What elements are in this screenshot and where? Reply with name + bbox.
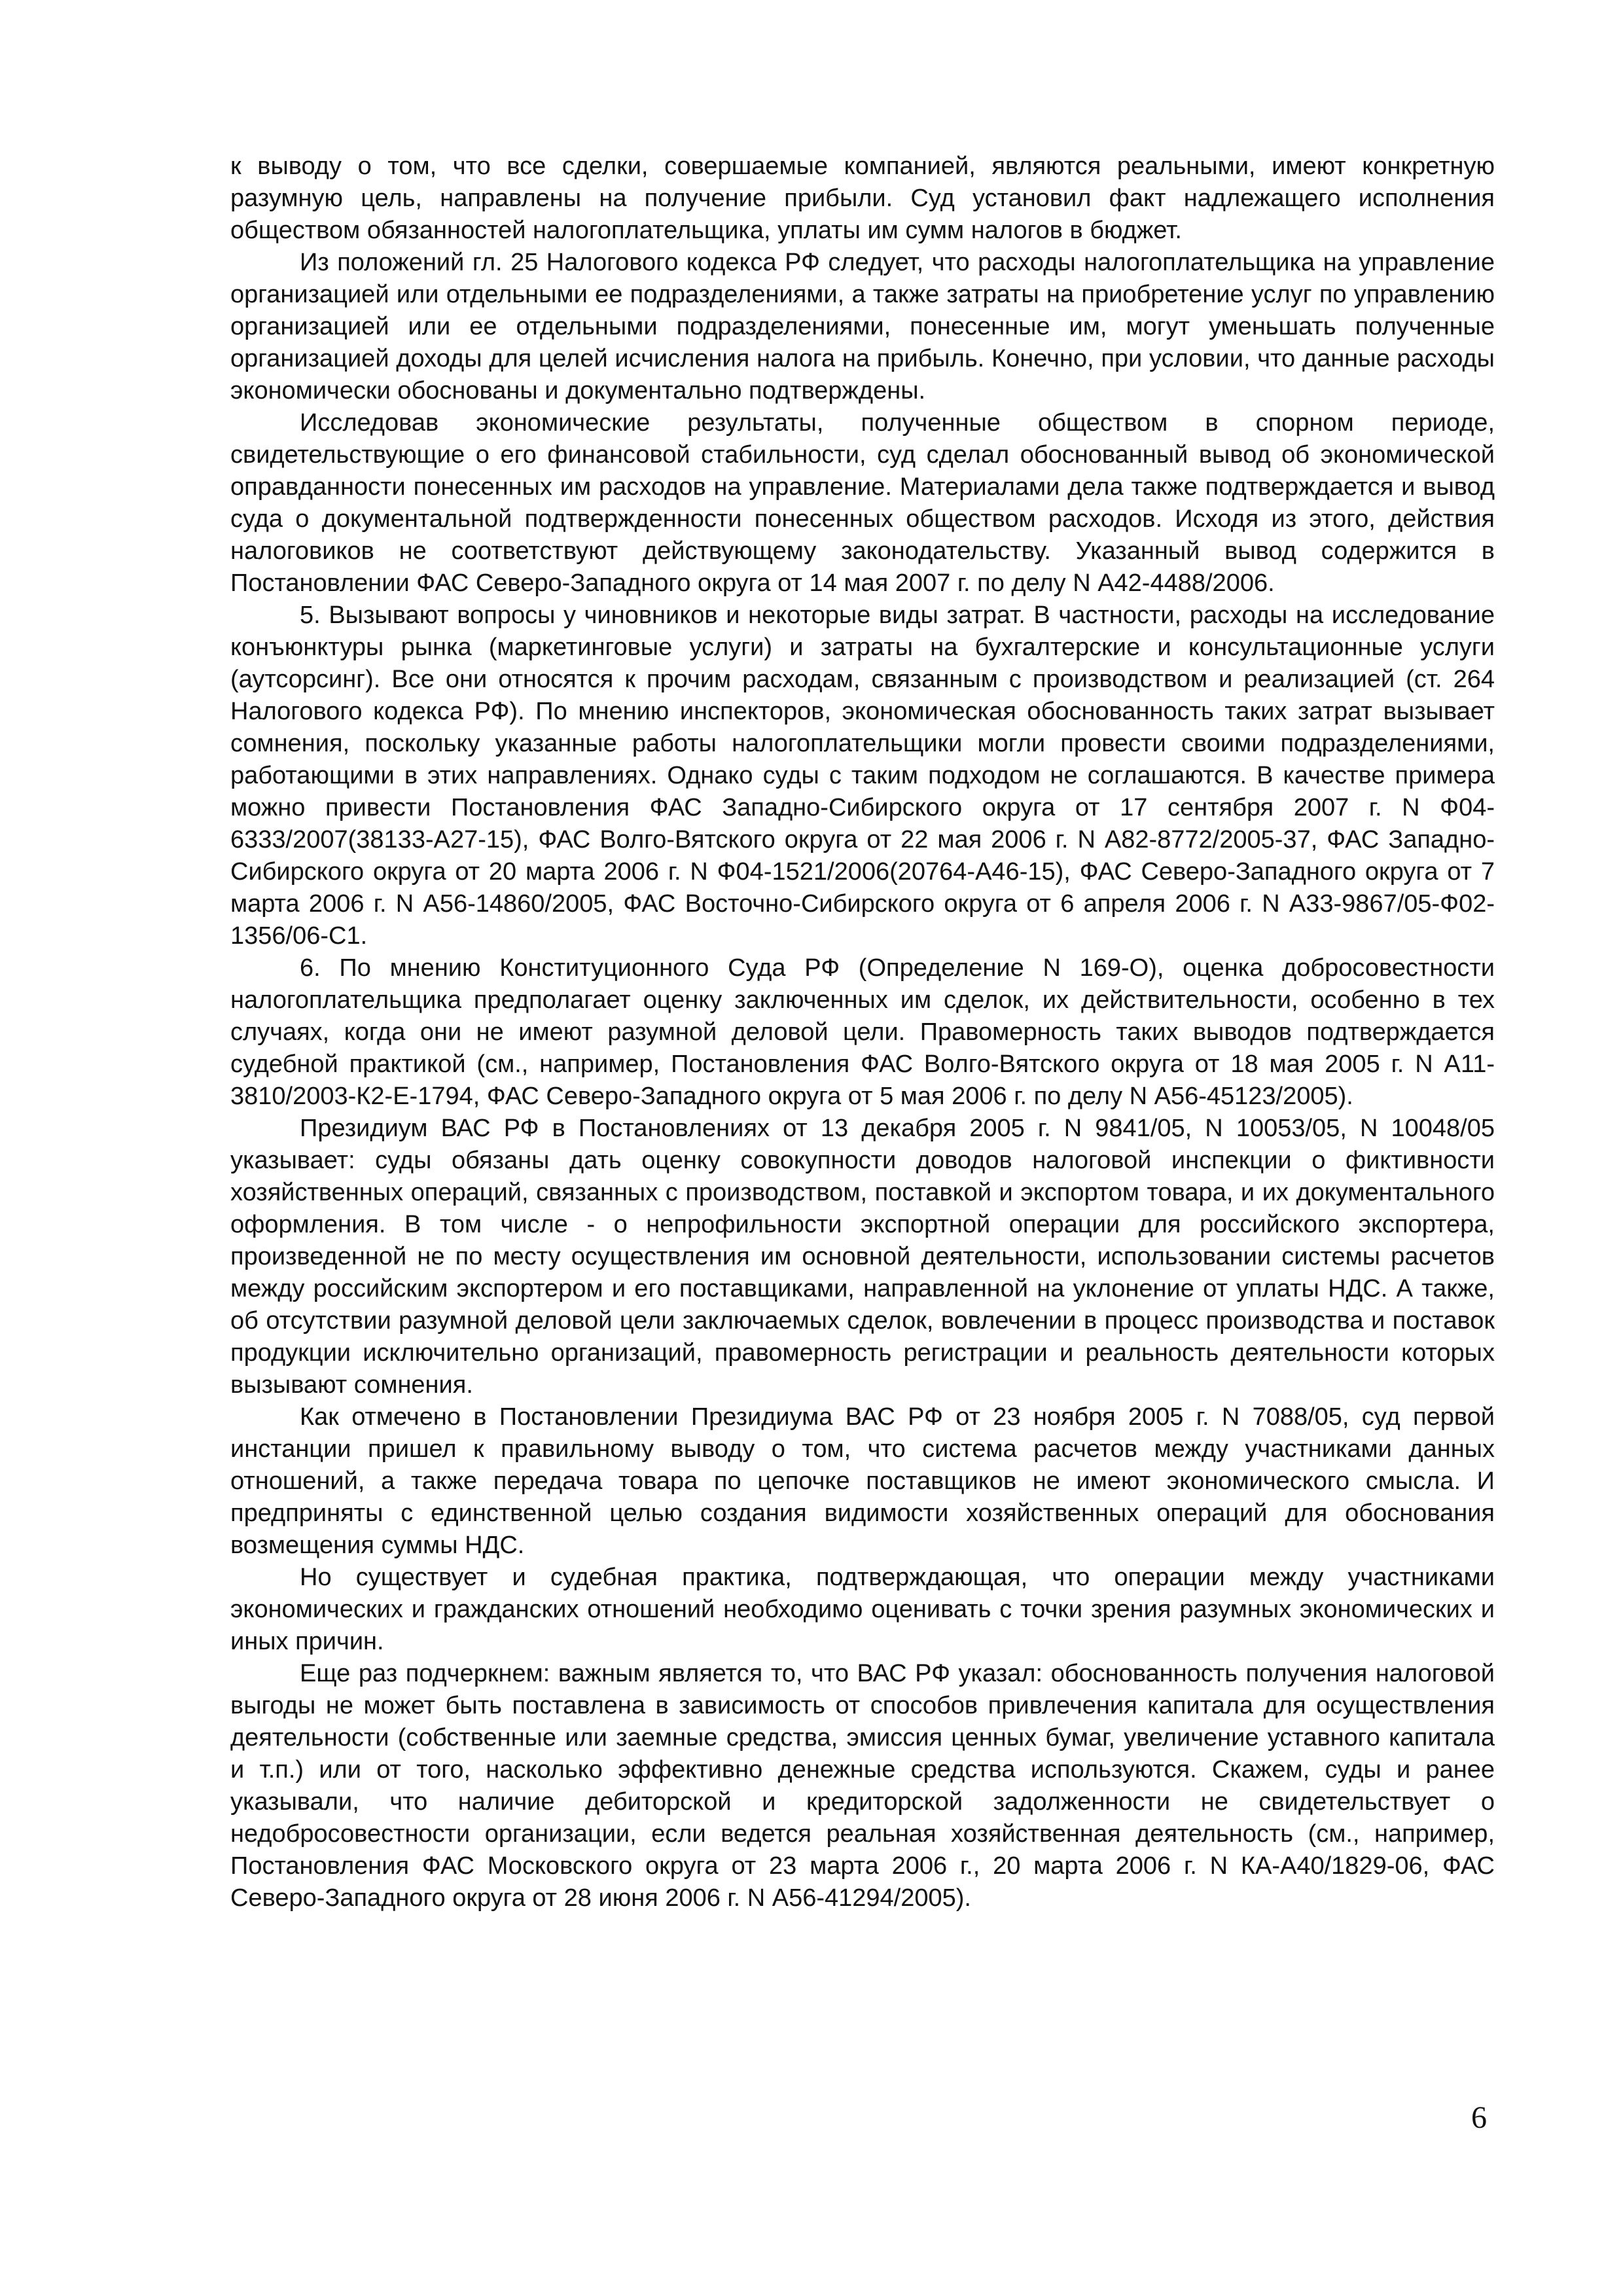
- document-body: [230, 151, 1495, 1914]
- paragraph: Как отмечено в Постановлении Президиума ВАС РФ от 23 ноября 2005 г. N 7088/05, суд первой инстанции пришел к правильному выводу о том, что система расчетов между участниками данных отношений, а также передача товара по цепочке поставщиков не имеют экономического смысла. И предприняты с единственной целью создания видимости хозяйственных операций для обоснования возмещения суммы НДС.: [230, 1403, 1495, 1559]
- paragraph: Исследовав экономические результаты, полученные обществом в спорном периоде, свидетельствующие о его финансовой стабильности, суд сделал обоснованный вывод об экономической оправданности понесенных им расходов на управление. Материалами дела также подтверждается и вывод суда о документальной подтвержденности понесенных обществом расходов. Исходя из этого, действия налоговиков не соответствуют действующему законодательству. Указанный вывод содержится в Постановлении ФАС Северо-Западного округа от 14 мая 2007 г. по делу N А42-4488/2006.: [230, 409, 1495, 597]
- paragraph: 5. Вызывают вопросы у чиновников и некоторые виды затрат. В частности, расходы на исследование конъюнктуры рынка (маркетинговые услуги) и затраты на бухгалтерские и консультационные услуги (аутсорсинг). Все они относятся к прочим расходам, связанным с производством и реализацией (ст. 264 Налогового кодекса РФ). По мнению инспекторов, экономическая обоснованность таких затрат вызывает сомнения, поскольку указанные работы налогоплательщики могли провести своими подразделениями, работающими в этих направлениях. Однако суды с таким подходом не соглашаются. В качестве примера можно привести Постановления ФАС Западно-Сибирского округа от 17 сентября 2007 г. N Ф04-6333/2007(38133-А27-15), ФАС Волго-Вятского округа от 22 мая 2006 г. N А82-8772/2005-37, ФАС Западно-Сибирского округа от 20 марта 2006 г. N Ф04-1521/2006(20764-А46-15), ФАС Северо-Западного округа от 7 марта 2006 г. N А56-14860/2005, ФАС Восточно-Сибирского округа от 6 апреля 2006 г. N А33-9867/05-Ф02-1356/06-С1.: [230, 601, 1495, 950]
- paragraph: 6. По мнению Конституционного Суда РФ (Определение N 169-О), оценка добросовестности налогоплательщика предполагает оценку заключенных им сделок, их действительности, особенно в тех случаях, когда они не имеют разумной деловой цели. Правомерность таких выводов подтверждается судебной практикой (см., например, Постановления ФАС Волго-Вятского округа от 18 мая 2005 г. N А11-3810/2003-К2-Е-1794, ФАС Северо-Западного округа от 5 мая 2006 г. по делу N А56-45123/2005).: [230, 954, 1495, 1110]
- paragraph: Из положений гл. 25 Налогового кодекса РФ следует, что расходы налогоплательщика на управление организацией или отдельными ее подразделениями, а также затраты на приобретение услуг по управлению организацией или ее отдельными подразделениями, понесенные им, могут уменьшать полученные организацией доходы для целей исчисления налога на прибыль. Конечно, при условии, что данные расходы экономически обоснованы и документально подтверждены.: [230, 249, 1495, 404]
- paragraph: Но существует и судебная практика, подтверждающая, что операции между участниками экономических и гражданских отношений необходимо оценивать с точки зрения разумных экономических и иных причин.: [230, 1564, 1495, 1655]
- paragraph: Еще раз подчеркнем: важным является то, что ВАС РФ указал: обоснованность получения налоговой выгоды не может быть поставлена в зависимость от способов привлечения капитала для осуществления деятельности (собственные или заемные средства, эмиссия ценных бумаг, увеличение уставного капитала и т.п.) или от того, насколько эффективно денежные средства используются. Скажем, суды и ранее указывали, что наличие дебиторской и кредиторской задолженности не свидетельствует о недобросовестности организации, если ведется реальная хозяйственная деятельность (см., например, Постановления ФАС Московского округа от 23 марта 2006 г., 20 марта 2006 г. N КА-А40/1829-06, ФАС Северо-Западного округа от 28 июня 2006 г. N А56-41294/2005).: [230, 1660, 1495, 1912]
- paragraph: к выводу о том, что все сделки, совершаемые компанией, являются реальными, имеют конкретную разумную цель, направлены на получение прибыли. Суд установил факт надлежащего исполнения обществом обязанностей налогоплательщика, уплаты им сумм налогов в бюджет.: [230, 152, 1495, 244]
- paragraph: Президиум ВАС РФ в Постановлениях от 13 декабря 2005 г. N 9841/05, N 10053/05, N 10048/05 указывает: суды обязаны дать оценку совокупности доводов налоговой инспекции о фиктивности хозяйственных операций, связанных с производством, поставкой и экспортом товара, и их документального оформления. В том числе - о непрофильности экспортной операции для российского экспортера, произведенной не по месту осуществления им основной деятельности, использовании системы расчетов между российским экспортером и его поставщиками, направленной на уклонение от уплаты НДС. А также, об отсутствии разумной деловой цели заключаемых сделок, вовлечении в процесс производства и поставок продукции исключительно организаций, правомерность регистрации и реальность деятельности которых вызывают сомнения.: [230, 1115, 1495, 1399]
- page-number: 6: [1471, 2100, 1487, 2135]
